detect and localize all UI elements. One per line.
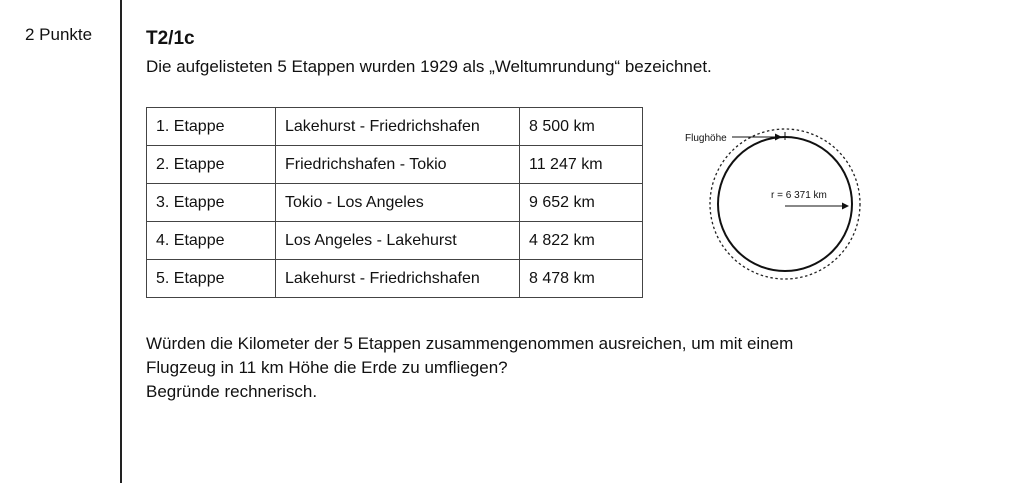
route-cell: Lakehurst - Friedrichshafen [276,108,520,146]
question-line: Begründe rechnerisch. [146,382,318,401]
question-line: Flugzeug in 11 km Höhe die Erde zu umfliegen? [146,358,508,377]
distance-cell: 9 652 km [520,184,643,222]
route-cell: Lakehurst - Friedrichshafen [276,260,520,298]
stage-cell: 2. Etappe [147,146,276,184]
stage-cell: 5. Etappe [147,260,276,298]
flight-path-circle [710,129,860,279]
route-cell: Friedrichshafen - Tokio [276,146,520,184]
distance-cell: 4 822 km [520,222,643,260]
earth-diagram [680,120,870,280]
table-row [147,222,643,260]
question-text [146,332,793,404]
table-row [147,184,643,222]
stage-cell: 1. Etappe [147,108,276,146]
radius-label: r = 6 371 km [771,190,827,201]
distance-cell: 8 478 km [520,260,643,298]
stage-cell: 3. Etappe [147,184,276,222]
stage-cell: 4. Etappe [147,222,276,260]
route-cell: Tokio - Los Angeles [276,184,520,222]
task-id: T2/1c [146,28,195,49]
flight-height-label: Flughöhe [685,133,727,144]
earth-circle [718,137,852,271]
task-intro: Die aufgelisteten 5 Etappen wurden 1929 als „Weltumrundung“ bezeichnet. [146,57,712,76]
margin-divider [120,0,122,483]
table-row [147,146,643,184]
points-label: 2 Punkte [25,25,93,44]
question-line: Würden die Kilometer der 5 Etappen zusammengenommen ausreichen, um mit einem [146,334,794,353]
distance-cell: 11 247 km [520,146,643,184]
distance-cell: 8 500 km [520,108,643,146]
table-row [147,260,643,298]
stages-table [146,107,643,298]
route-cell: Los Angeles - Lakehurst [276,222,520,260]
table-row [147,108,643,146]
